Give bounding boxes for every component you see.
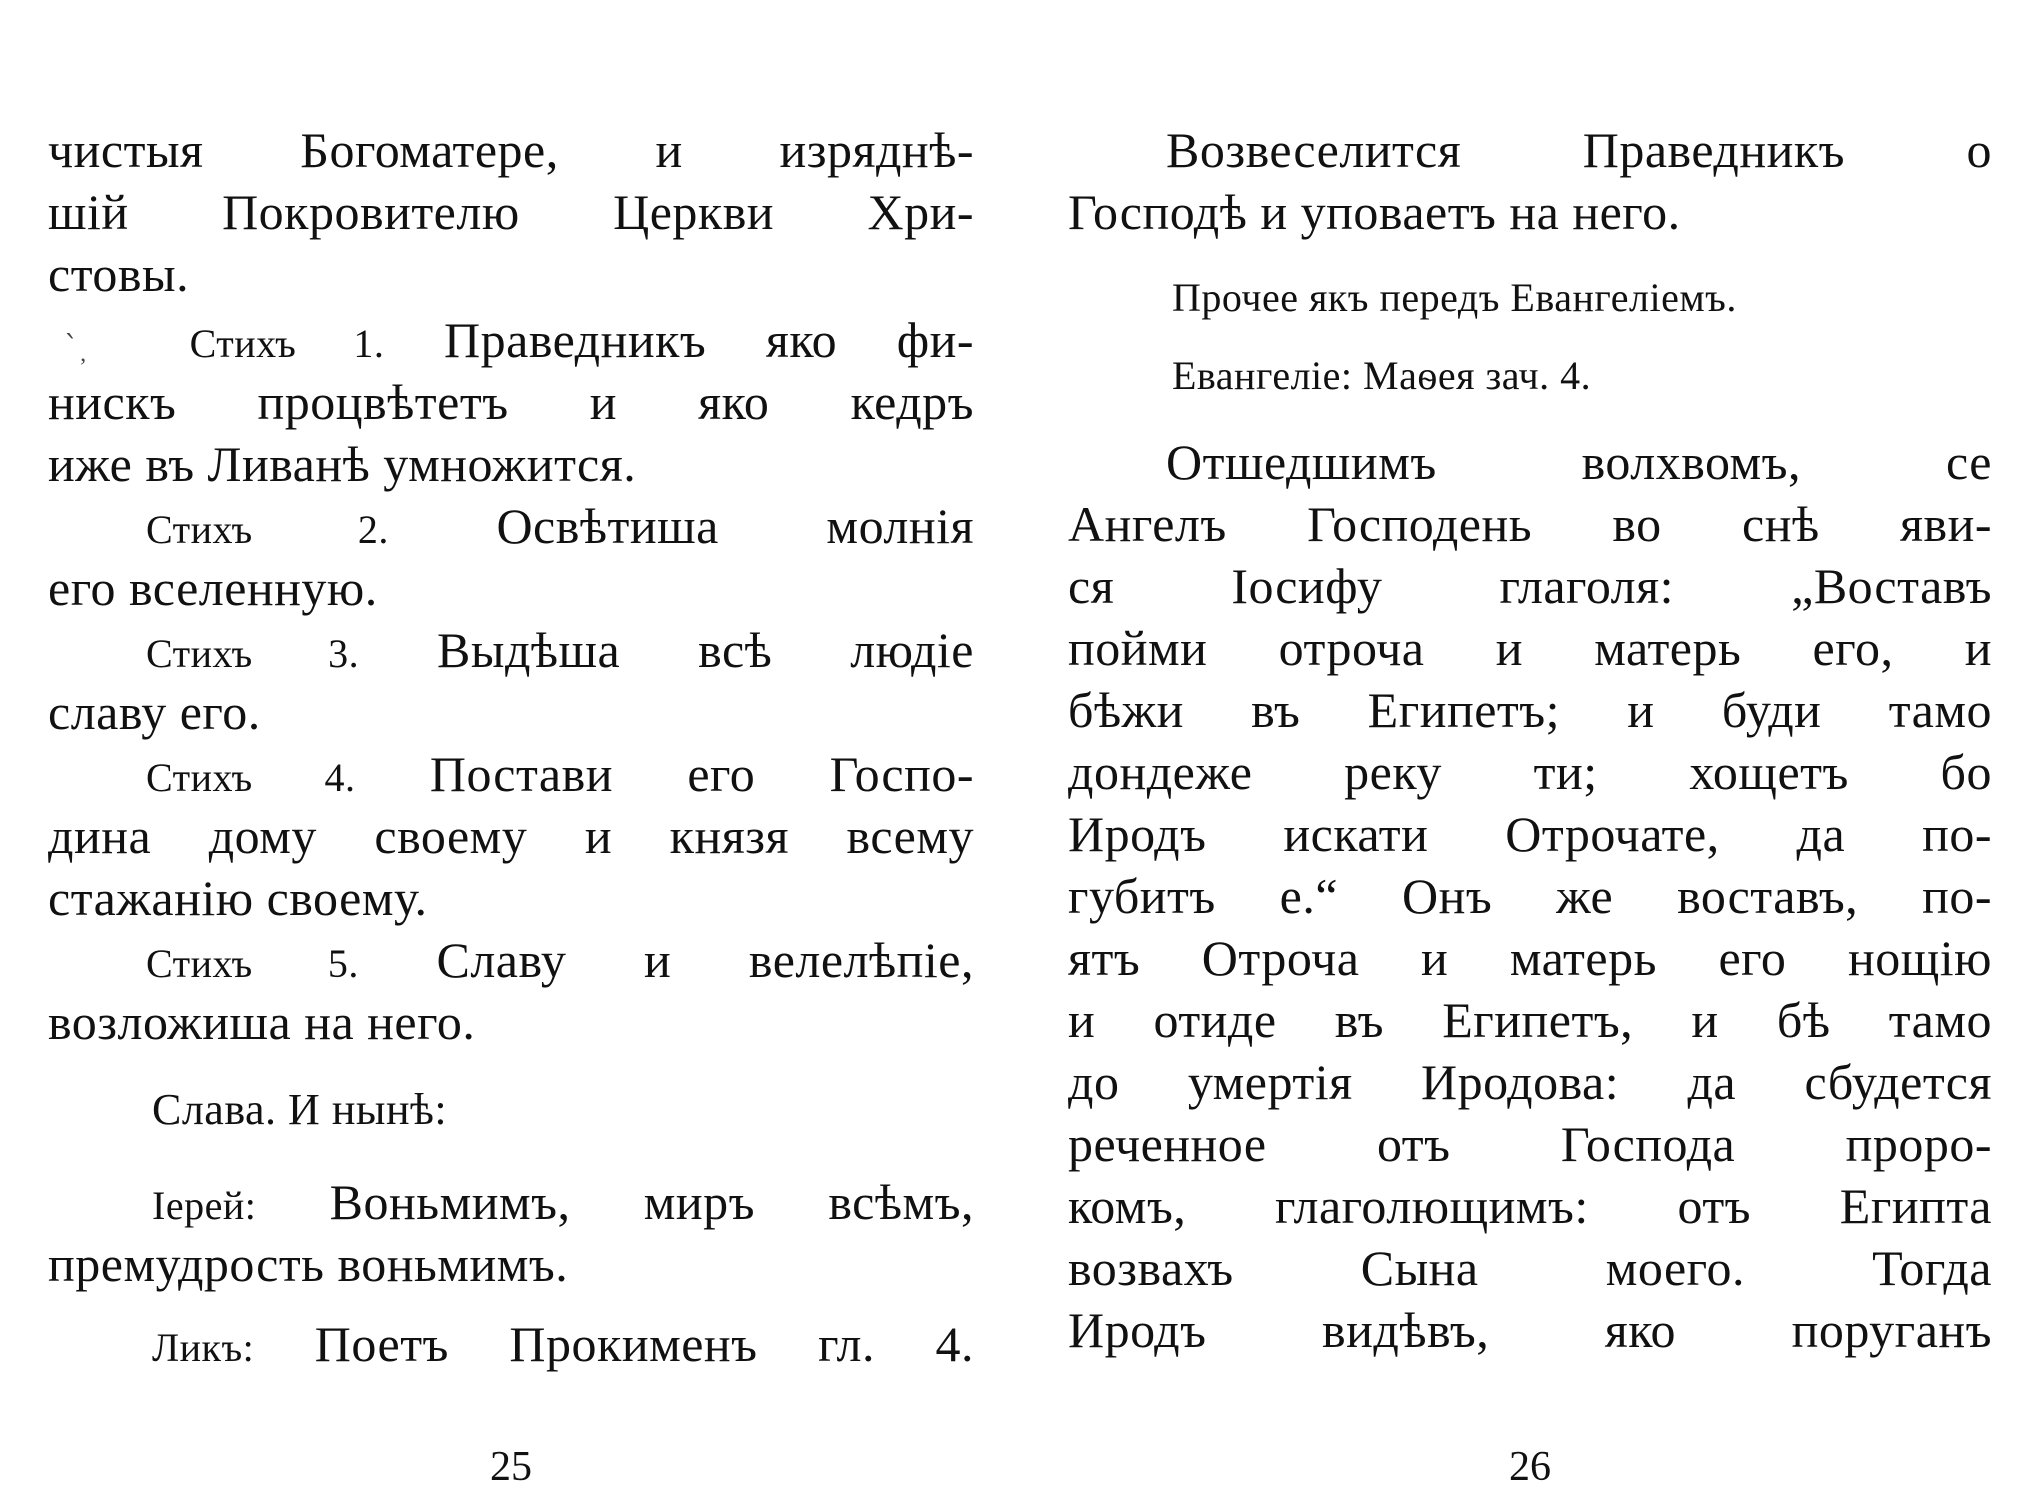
verse-text: Выдѣша всѣ людіе [437, 622, 974, 678]
text-line: Ангелъ Господень во снѣ яви- [1068, 496, 1992, 552]
speaker-label: Іерей: [152, 1183, 257, 1228]
text-line: стовы. [48, 246, 190, 302]
text-line: дина дому своему и князя всему [48, 808, 974, 864]
choir-text: Поетъ Прокименъ гл. 4. [314, 1316, 975, 1372]
text-line: возвахъ Сына моего. Тогда [1068, 1240, 1992, 1296]
priest-text: Воньмимъ, миръ всѣмъ, [329, 1174, 974, 1230]
text-line: его вселенную. [48, 560, 378, 616]
stray-mark: ՝ ̦ [64, 331, 131, 364]
verse-label: Стихъ 1. [189, 321, 385, 366]
text-line: Иродъ видѣвъ, яко поруганъ [1068, 1302, 1992, 1358]
verse-text: Праведникъ яко фи- [444, 312, 975, 368]
page-number: 26 [1509, 1444, 1551, 1490]
verse-label: Стихъ 3. [146, 631, 360, 676]
verse-label: Стихъ 5. [146, 941, 359, 986]
text-line: стажанію своему. [48, 870, 428, 926]
text-line: чистыя Богоматере, и изряднѣ- [48, 122, 974, 178]
verse-1-line [48, 310, 974, 372]
text-line: и отиде въ Египетъ, и бѣ тамо [1068, 992, 1992, 1048]
rubric-line: Прочее якъ передъ Евангеліемъ. [1172, 275, 1737, 320]
text-line: дондеже реку ти; хощетъ бо [1068, 744, 1992, 800]
verse-text: Освѣтиша молнія [496, 498, 975, 554]
text-line: пойми отроча и матерь его, и [1068, 620, 1992, 676]
right-page [1068, 0, 1992, 1500]
text-line: комъ, глаголющимъ: отъ Египта [1068, 1178, 1992, 1234]
text-line: шій Покровителю Церкви Хри- [48, 184, 974, 240]
text-line: премудрость воньмимъ. [48, 1236, 569, 1292]
verse-label: Стихъ 2. [146, 507, 389, 552]
text-line: до умертія Иродова: да сбудется [1068, 1054, 1992, 1110]
verse-text: Постави его Госпо- [429, 746, 975, 802]
text-line: реченное отъ Господа проро- [1068, 1116, 1992, 1172]
verse-3-line [48, 620, 974, 682]
text-line: бѣжи въ Египетъ; и буди тамо [1068, 682, 1992, 738]
text-line: Отшедшимъ волхвомъ, се [1166, 434, 1992, 490]
text-line: губитъ е.“ Онъ же воставъ, по- [1068, 868, 1992, 924]
text-line: славу его. [48, 684, 261, 740]
text-line: возложиша на него. [48, 994, 476, 1050]
text-line: Возвеселится Праведникъ о [1166, 122, 1992, 178]
verse-label: Стихъ 4. [146, 755, 356, 800]
priest-line [48, 1172, 974, 1234]
text-line: ся Іосифу глаголя: „Воставъ [1068, 558, 1992, 614]
gospel-reference: Евангеліе: Маѳея зач. 4. [1172, 353, 1592, 398]
text-line: Иродъ искати Отрочате, да по- [1068, 806, 1992, 862]
text-line: нискъ процвѣтетъ и яко кедръ [48, 374, 974, 430]
verse-4-line [48, 744, 974, 806]
left-page [48, 0, 974, 1500]
text-line: Господѣ и уповаетъ на него. [1068, 184, 1681, 240]
text-line: иже въ Ливанѣ умножится. [48, 436, 637, 492]
speaker-label: Ликъ: [152, 1325, 255, 1370]
glory-line: Слава. И нынѣ: [152, 1085, 448, 1134]
verse-2-line [48, 496, 974, 558]
verse-5-line [48, 930, 974, 992]
verse-text: Славу и велелѣпіе, [436, 932, 975, 988]
choir-line [48, 1314, 974, 1376]
page-number: 25 [490, 1444, 532, 1490]
text-line: ятъ Отроча и матерь его нощію [1068, 930, 1992, 986]
